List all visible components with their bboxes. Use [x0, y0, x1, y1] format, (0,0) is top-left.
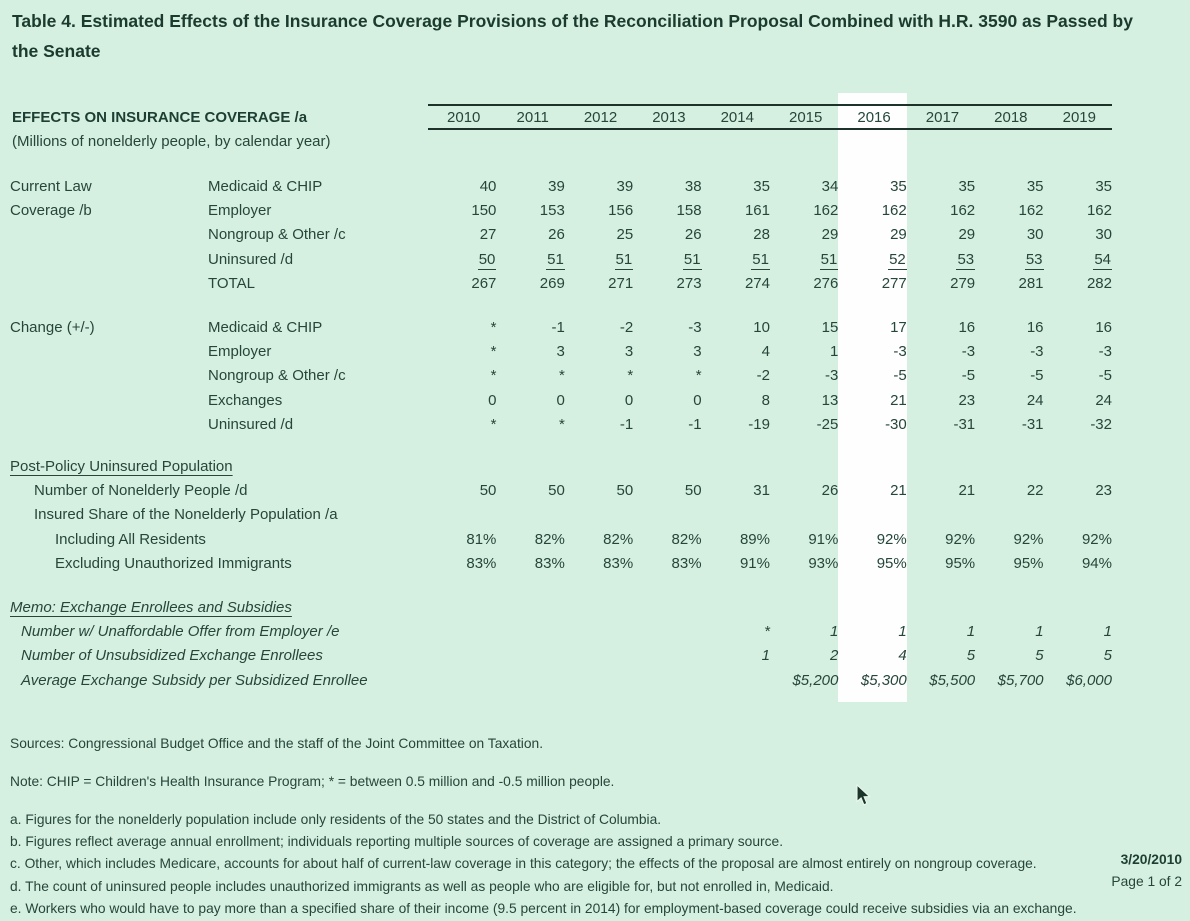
- year-column-header: 2017: [907, 105, 975, 129]
- value-cell: [975, 247, 1043, 271]
- year-column-header: 2018: [975, 105, 1043, 129]
- table-row: [10, 413, 1112, 437]
- value-cell: 161: [744, 202, 770, 220]
- document-date: 3/20/2010: [1120, 852, 1182, 867]
- value-cell: 0: [488, 391, 497, 409]
- row-label: Exchanges: [208, 391, 283, 409]
- value-cell: 0: [556, 391, 565, 409]
- value-cell: 29: [821, 226, 839, 244]
- value-cell: 83%: [466, 555, 497, 573]
- value-cell: *: [490, 318, 497, 336]
- table-row: [10, 339, 1112, 363]
- value-cell: [428, 668, 496, 692]
- underlined-value: 51: [683, 250, 701, 268]
- value-cell: 91%: [739, 555, 770, 573]
- row-group-label: [10, 247, 208, 271]
- value-cell: -3: [893, 343, 907, 361]
- row-label: Average Exchange Subsidy per Subsidized Enrollee: [21, 671, 368, 689]
- value-cell: 5: [1035, 647, 1044, 665]
- value-cell: [496, 644, 564, 668]
- value-cell: 40: [479, 177, 497, 195]
- section-spacer: [10, 296, 1112, 315]
- footnote-c: c. Other, which includes Medicare, accounts for about half of current-law coverage in this category; the effects of the proposal are almost entirely on nongroup coverage.: [10, 856, 1037, 872]
- value-cell: 1: [830, 343, 839, 361]
- value-cell: [907, 503, 975, 527]
- underlined-value: 53: [957, 250, 975, 268]
- value-cell: [702, 247, 770, 271]
- value-cell: [770, 503, 838, 527]
- underlined-value: 51: [615, 250, 633, 268]
- spacer-cell: [10, 296, 1112, 315]
- value-cell: 30: [1095, 226, 1112, 244]
- section-heading-text: Post-Policy Uninsured Population: [10, 457, 233, 475]
- value-cell: 92%: [1013, 530, 1044, 548]
- value-cell: [428, 247, 496, 271]
- value-cell: 50: [479, 481, 497, 499]
- underlined-value: 51: [547, 250, 564, 268]
- row-label: Including All Residents: [55, 530, 206, 548]
- footnotes: [10, 809, 1110, 920]
- value-cell: -5: [893, 367, 907, 385]
- subheader-filler: [428, 129, 1112, 153]
- value-cell: [702, 503, 770, 527]
- row-label: Number w/ Unaffordable Offer from Employer /e: [21, 622, 340, 640]
- table-header-label: EFFECTS ON INSURANCE COVERAGE /a: [12, 108, 308, 126]
- value-cell: -2: [619, 318, 634, 336]
- value-cell: -1: [688, 416, 702, 434]
- year-column-header: 2010: [428, 105, 496, 129]
- value-cell: [907, 247, 975, 271]
- value-cell: [702, 668, 770, 692]
- table-subheader-row: [10, 129, 1112, 153]
- value-cell: *: [490, 367, 497, 385]
- value-cell: 17: [890, 318, 907, 336]
- section-heading: [10, 454, 1112, 478]
- value-cell: 35: [753, 177, 770, 195]
- value-cell: 8: [761, 391, 770, 409]
- value-cell: 273: [676, 275, 702, 293]
- year-column-header: 2019: [1044, 105, 1112, 129]
- row-label: Number of Unsubsidized Exchange Enrollees: [21, 647, 323, 665]
- coverage-table: [10, 104, 1112, 692]
- value-cell: 4: [761, 343, 770, 361]
- section-heading-row: [10, 595, 1112, 619]
- value-cell: 83%: [534, 555, 565, 573]
- value-cell: 23: [958, 391, 976, 409]
- value-cell: 282: [1086, 275, 1112, 293]
- page-number: Page 1 of 2: [1111, 874, 1182, 889]
- row-label: Medicaid & CHIP: [208, 318, 323, 336]
- value-cell: 269: [539, 275, 565, 293]
- value-cell: 1: [1103, 622, 1112, 640]
- table-subheader: (Millions of nonelderly people, by calendar year): [12, 132, 331, 150]
- spacer-cell: [10, 437, 1112, 454]
- value-cell: 279: [950, 275, 976, 293]
- value-cell: 25: [616, 226, 634, 244]
- footnote-d: d. The count of uninsured people includes unauthorized immigrants as well as people who are eligible for, but not enrolled in, Medicaid.: [10, 878, 834, 894]
- value-cell: -3: [1030, 343, 1044, 361]
- value-cell: 35: [1026, 177, 1044, 195]
- table-row: [10, 174, 1112, 198]
- year-column-header: 2012: [565, 105, 633, 129]
- value-cell: 50: [616, 481, 634, 499]
- value-cell: [565, 247, 633, 271]
- value-cell: 50: [548, 481, 565, 499]
- row-group-label: Current Law: [10, 177, 92, 195]
- cursor-icon: [855, 784, 873, 813]
- value-cell: 281: [1018, 275, 1044, 293]
- row-label: TOTAL: [208, 275, 255, 293]
- value-cell: -31: [953, 416, 976, 434]
- value-cell: 35: [1095, 177, 1112, 195]
- sources-line: Sources: Congressional Budget Office and the staff of the Joint Committee on Taxation.: [10, 736, 544, 751]
- row-label: Employer: [208, 343, 272, 361]
- value-cell: 156: [608, 202, 634, 220]
- table-row: [10, 619, 1112, 643]
- row-label: Nongroup & Other /c: [208, 226, 346, 244]
- value-cell: 38: [684, 177, 702, 195]
- year-column-header: 2011: [496, 105, 564, 129]
- row-label: Medicaid & CHIP: [208, 177, 323, 195]
- table-row: [10, 668, 1112, 692]
- underlined-value: 53: [1025, 250, 1043, 268]
- value-cell: $5,200: [792, 671, 839, 689]
- table-row: [10, 315, 1112, 339]
- value-cell: [565, 644, 633, 668]
- table-row: [10, 503, 1112, 527]
- value-cell: 5: [966, 647, 976, 665]
- value-cell: -3: [825, 367, 839, 385]
- value-cell: 92%: [945, 530, 976, 548]
- value-cell: -5: [1098, 367, 1112, 385]
- value-cell: -31: [1021, 416, 1044, 434]
- value-cell: 24: [1095, 391, 1112, 409]
- table-row: [10, 388, 1112, 412]
- value-cell: 89%: [739, 530, 770, 548]
- value-cell: 35: [958, 177, 976, 195]
- value-cell: $6,000: [1066, 671, 1112, 689]
- value-cell: 1: [1035, 622, 1044, 640]
- value-cell: $5,500: [929, 671, 976, 689]
- value-cell: [565, 503, 633, 527]
- value-cell: 16: [1026, 318, 1044, 336]
- section-spacer: [10, 576, 1112, 595]
- underlined-value: 51: [752, 250, 769, 268]
- underlined-value: 50: [478, 250, 496, 268]
- value-cell: 24: [1026, 391, 1044, 409]
- value-cell: 21: [890, 481, 907, 499]
- row-group-label: Coverage /b: [10, 202, 92, 220]
- row-group-label: [10, 388, 208, 412]
- value-cell: 26: [821, 481, 839, 499]
- value-cell: 92%: [876, 530, 907, 548]
- value-cell: 91%: [808, 530, 839, 548]
- value-cell: 50: [684, 481, 702, 499]
- table-header-row: [10, 105, 1112, 129]
- value-cell: 83%: [671, 555, 702, 573]
- value-cell: 21: [890, 391, 907, 409]
- row-label: Excluding Unauthorized Immigrants: [55, 555, 292, 573]
- value-cell: 16: [958, 318, 976, 336]
- row-label: Employer: [208, 202, 272, 220]
- row-group-label: [10, 223, 208, 247]
- value-cell: -30: [885, 416, 907, 434]
- value-cell: 3: [556, 343, 565, 361]
- value-cell: 267: [471, 275, 497, 293]
- value-cell: 1: [830, 622, 839, 640]
- section-heading-row: [10, 454, 1112, 478]
- value-cell: 94%: [1081, 555, 1112, 573]
- value-cell: 271: [608, 275, 634, 293]
- value-cell: [1044, 503, 1112, 527]
- document-meta: [1111, 849, 1182, 893]
- value-cell: 82%: [534, 530, 565, 548]
- value-cell: 26: [548, 226, 565, 244]
- underlined-value: 51: [820, 250, 838, 268]
- value-cell: [975, 503, 1043, 527]
- year-column-header: 2014: [702, 105, 770, 129]
- value-cell: 29: [958, 226, 976, 244]
- table-row: [10, 272, 1112, 296]
- value-cell: [1044, 247, 1112, 271]
- table-row: [10, 247, 1112, 271]
- section-heading: [10, 595, 1112, 619]
- table-row: [10, 198, 1112, 222]
- value-cell: 30: [1026, 226, 1044, 244]
- value-cell: -25: [816, 416, 839, 434]
- value-cell: [838, 503, 906, 527]
- value-cell: 0: [624, 391, 634, 409]
- value-cell: -5: [961, 367, 976, 385]
- value-cell: 158: [676, 202, 702, 220]
- row-label: Uninsured /d: [208, 250, 294, 268]
- value-cell: *: [764, 622, 770, 640]
- value-cell: 5: [1103, 647, 1112, 665]
- value-cell: -1: [551, 318, 565, 336]
- value-cell: 2: [830, 647, 839, 665]
- value-cell: *: [490, 343, 497, 361]
- page-title: Table 4. Estimated Effects of the Insurance Coverage Provisions of the Reconciliation Proposal Combined with H.R. 3590 as Passed by the Senate: [12, 11, 1133, 61]
- value-cell: 21: [958, 481, 976, 499]
- section-spacer: [10, 437, 1112, 454]
- value-cell: 4: [898, 647, 907, 665]
- value-cell: [838, 247, 906, 271]
- value-cell: 28: [753, 226, 770, 244]
- value-cell: 31: [753, 481, 770, 499]
- value-cell: [565, 668, 633, 692]
- value-cell: 277: [881, 275, 907, 293]
- value-cell: [496, 247, 564, 271]
- value-cell: 39: [616, 177, 634, 195]
- underlined-value: 54: [1094, 250, 1111, 268]
- value-cell: [770, 247, 838, 271]
- value-cell: $5,700: [997, 671, 1044, 689]
- table-row: [10, 527, 1112, 551]
- value-cell: 13: [821, 391, 839, 409]
- value-cell: [428, 503, 496, 527]
- value-cell: 0: [693, 391, 702, 409]
- value-cell: 82%: [671, 530, 702, 548]
- value-cell: [633, 247, 701, 271]
- value-cell: -19: [748, 416, 770, 434]
- value-cell: 1: [898, 622, 907, 640]
- value-cell: 162: [1018, 202, 1044, 220]
- value-cell: 35: [890, 177, 907, 195]
- value-cell: 162: [881, 202, 907, 220]
- value-cell: [496, 668, 564, 692]
- value-cell: 95%: [876, 555, 907, 573]
- value-cell: 93%: [808, 555, 839, 573]
- section-spacer: [10, 153, 1112, 174]
- value-cell: 3: [624, 343, 634, 361]
- spacer-cell: [10, 153, 1112, 174]
- row-group-label: [10, 364, 208, 388]
- value-cell: [633, 619, 701, 643]
- table-row: [10, 223, 1112, 247]
- footnote-b: b. Figures reflect average annual enrollment; individuals reporting multiple sources of coverage are assigned a primary source.: [10, 834, 784, 850]
- value-cell: [428, 619, 496, 643]
- value-cell: *: [695, 367, 702, 385]
- section-heading-text: Memo: Exchange Enrollees and Subsidies: [10, 598, 292, 616]
- row-label: Insured Share of the Nonelderly Population /a: [34, 506, 338, 524]
- value-cell: [496, 619, 564, 643]
- spacer-cell: [10, 576, 1112, 595]
- footnote-a: a. Figures for the nonelderly population include only residents of the 50 states and the District of Columbia.: [10, 812, 662, 827]
- value-cell: 27: [479, 226, 497, 244]
- value-cell: 162: [950, 202, 976, 220]
- value-cell: [633, 503, 701, 527]
- value-cell: -2: [756, 367, 770, 385]
- value-cell: [496, 503, 564, 527]
- value-cell: 153: [539, 202, 565, 220]
- underlined-value: 52: [889, 250, 906, 268]
- value-cell: 22: [1026, 481, 1044, 499]
- value-cell: 1: [761, 647, 770, 665]
- table-row: [10, 478, 1112, 502]
- value-cell: 23: [1095, 481, 1112, 499]
- value-cell: 95%: [1013, 555, 1044, 573]
- value-cell: 82%: [603, 530, 634, 548]
- row-label: Nongroup & Other /c: [208, 367, 346, 385]
- year-column-header: 2015: [770, 105, 838, 129]
- value-cell: *: [558, 367, 565, 385]
- row-group-label: [10, 413, 208, 437]
- value-cell: 92%: [1081, 530, 1112, 548]
- year-column-header: 2016: [838, 105, 906, 129]
- row-group-label: [10, 272, 208, 296]
- value-cell: 16: [1095, 318, 1112, 336]
- value-cell: 276: [813, 275, 839, 293]
- value-cell: 1: [966, 622, 976, 640]
- value-cell: 274: [744, 275, 770, 293]
- value-cell: 34: [821, 177, 839, 195]
- note-line: Note: CHIP = Children's Health Insurance Program; * = between 0.5 million and -0.5 million people.: [10, 774, 615, 789]
- value-cell: 162: [813, 202, 839, 220]
- value-cell: 10: [753, 318, 770, 336]
- value-cell: 95%: [945, 555, 976, 573]
- year-column-header: 2013: [633, 105, 701, 129]
- value-cell: [633, 644, 701, 668]
- table-row: [10, 644, 1112, 668]
- value-cell: 162: [1086, 202, 1112, 220]
- value-cell: -1: [619, 416, 634, 434]
- value-cell: 29: [890, 226, 907, 244]
- value-cell: *: [558, 416, 565, 434]
- value-cell: 3: [693, 343, 702, 361]
- value-cell: -3: [1098, 343, 1112, 361]
- value-cell: -32: [1090, 416, 1112, 434]
- value-cell: 150: [471, 202, 497, 220]
- row-label: Number of Nonelderly People /d: [34, 481, 248, 499]
- value-cell: $5,300: [860, 671, 907, 689]
- footnote-e: e. Workers who would have to pay more than a specified share of their income (9.5 percent in 2014) for employment-based coverage could receive subsidies via an exchange.: [10, 900, 1077, 916]
- table-row: [10, 551, 1112, 575]
- value-cell: -3: [961, 343, 976, 361]
- value-cell: [428, 644, 496, 668]
- value-cell: -5: [1030, 367, 1044, 385]
- table-row: [10, 364, 1112, 388]
- row-group-label: Change (+/-): [10, 318, 95, 336]
- value-cell: 81%: [466, 530, 497, 548]
- value-cell: *: [627, 367, 634, 385]
- value-cell: *: [490, 416, 497, 434]
- value-cell: [565, 619, 633, 643]
- row-group-label: [10, 339, 208, 363]
- value-cell: 83%: [603, 555, 634, 573]
- row-label: Uninsured /d: [208, 416, 294, 434]
- value-cell: -3: [688, 318, 702, 336]
- value-cell: 15: [821, 318, 839, 336]
- value-cell: 26: [684, 226, 702, 244]
- value-cell: 39: [548, 177, 565, 195]
- value-cell: [633, 668, 701, 692]
